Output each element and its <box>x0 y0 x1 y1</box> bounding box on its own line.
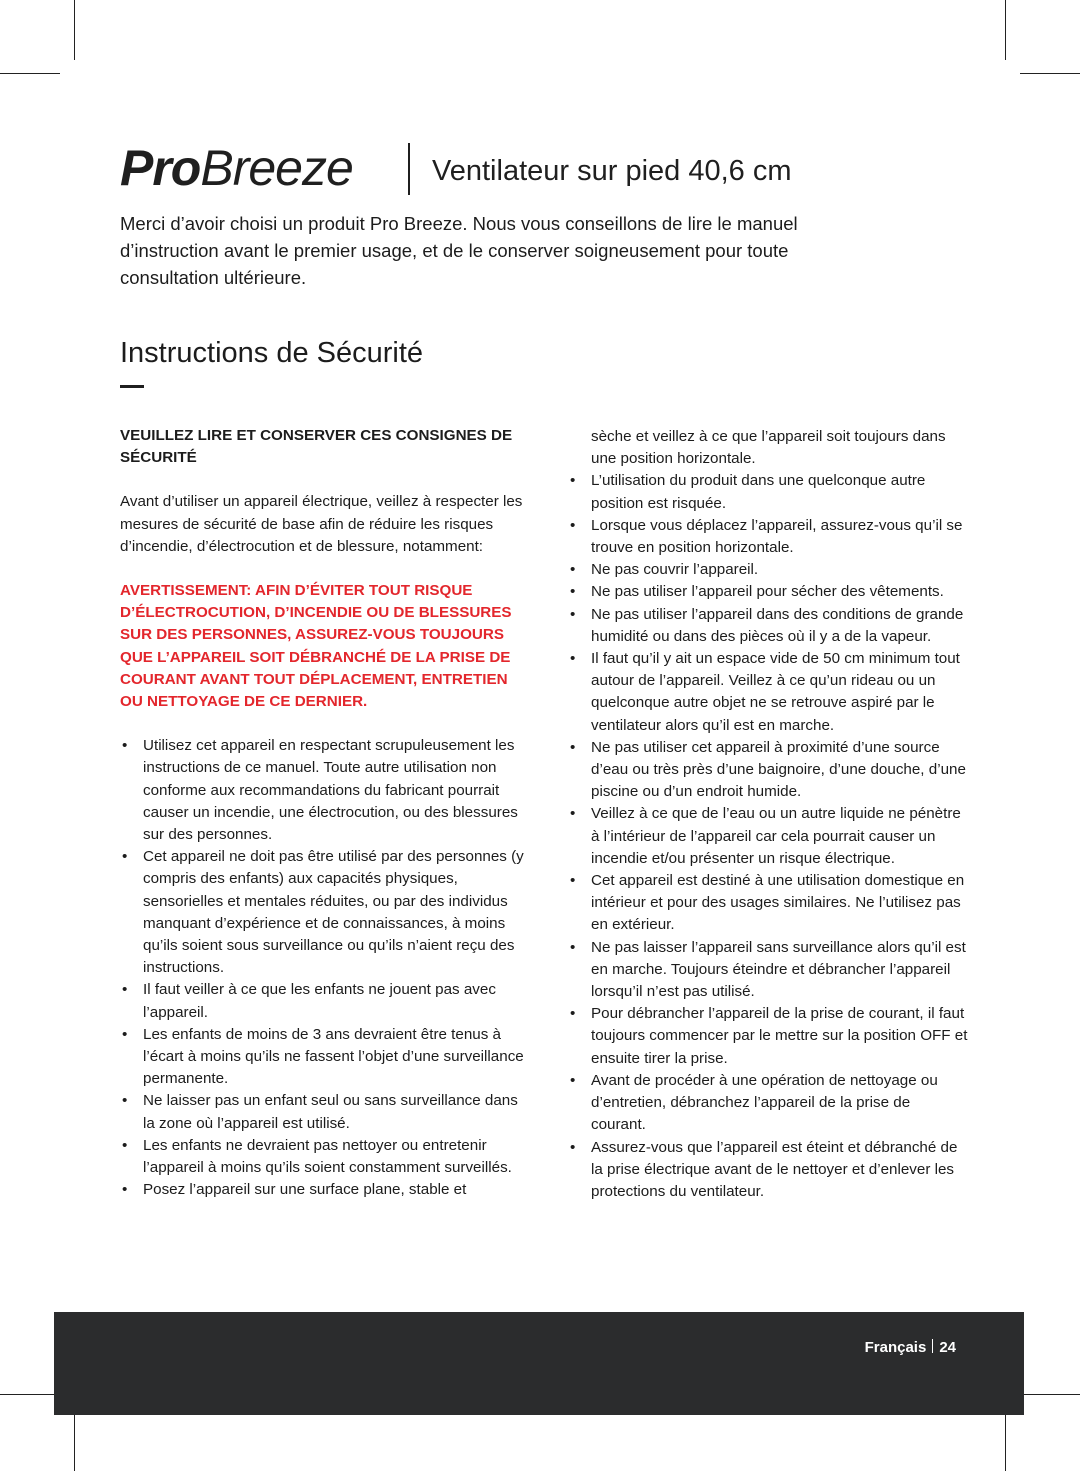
language-label: Français <box>864 1339 927 1356</box>
list-item: • Cet appareil ne doit pas être utilisé par des personnes (y compris des enfants) aux capacités physiques, sensorielles et mentales réduites, ou par des individus manquant d’expérience et de connaissances, à moins qu’ils soient sous surveillance ou qu’ils n’aient reçu des instructions. <box>120 846 525 979</box>
brand-logo: ProBreeze <box>120 140 353 196</box>
list-item: • Ne laisser pas un enfant seul ou sans surveillance dans la zone où l’appareil est utilisé. <box>120 1090 525 1134</box>
list-item: • Ne pas couvrir l’appareil. <box>568 559 968 581</box>
safety-list-right <box>568 470 968 1203</box>
intro-safety-paragraph: Avant d’utiliser un appareil électrique, veillez à respecter les mesures de sécurité de base afin de réduire les risques d’incendie, d’électrocution et de blessure, notamment: <box>120 493 523 555</box>
safety-heading: VEUILLEZ LIRE ET CONSERVER CES CONSIGNES DE SÉCURITÉ <box>120 427 513 467</box>
safety-list-left <box>120 735 525 1201</box>
list-item: • Il faut qu’il y ait un espace vide de 50 cm minimum tout autour de l’appareil. Veillez à ce qu’un rideau ou un quelconque autre objet ne se retrouve aspiré par le ventilateur alors qu’il est en marche. <box>568 648 968 737</box>
crop-mark <box>0 1394 60 1395</box>
page-footer <box>54 1312 1024 1415</box>
product-title: Ventilateur sur pied 40,6 cm <box>432 155 792 187</box>
crop-mark <box>74 0 75 60</box>
crop-mark <box>74 1411 75 1471</box>
right-column <box>568 426 968 1203</box>
crop-mark <box>1005 0 1006 60</box>
list-item: • Utilisez cet appareil en respectant scrupuleusement les instructions de ce manuel. Toute autre utilisation non conforme aux recommandations du fabricant pourrait causer un incendie, une électrocution, ou des blessures sur des personnes. <box>120 735 525 846</box>
crop-mark <box>1020 73 1080 74</box>
list-item: • Les enfants de moins de 3 ans devraient être tenus à l’écart à moins qu’ils ne fassent l’objet d’une surveillance permanente. <box>120 1024 525 1091</box>
crop-mark <box>1005 1411 1006 1471</box>
crop-mark <box>0 73 60 74</box>
section-title: Instructions de Sécurité <box>120 337 424 369</box>
list-item: • Ne pas utiliser l’appareil pour sécher des vêtements. <box>568 581 968 603</box>
header-divider <box>408 143 410 195</box>
list-item: • Cet appareil est destiné à une utilisation domestique en intérieur et pour des usages similaires. Ne l’utilisez pas en extérieur. <box>568 870 968 937</box>
section-rule <box>120 385 144 388</box>
list-item: • Avant de procéder à une opération de nettoyage ou d’entretien, débranchez l’appareil de la prise de courant. <box>568 1070 968 1137</box>
list-item: • Veillez à ce que de l’eau ou un autre liquide ne pénètre à l’intérieur de l’appareil car cela pourrait causer un incendie et/ou présenter un risque électrique. <box>568 803 968 870</box>
list-item: • Posez l’appareil sur une surface plane, stable et <box>120 1179 525 1201</box>
page-label <box>865 1337 956 1359</box>
list-item: • Ne pas laisser l’appareil sans surveillance alors qu’il est en marche. Toujours éteindre et débrancher l’appareil lorsqu’il n’est pas utilisé. <box>568 937 968 1004</box>
list-item: • Il faut veiller à ce que les enfants ne jouent pas avec l’appareil. <box>120 979 525 1023</box>
list-item: • Pour débrancher l’appareil de la prise de courant, il faut toujours commencer par le mettre sur la position OFF et ensuite tirer la prise. <box>568 1003 968 1070</box>
document-header <box>120 138 1020 198</box>
crop-mark <box>1020 1394 1080 1395</box>
list-item: • L’utilisation du produit dans une quelconque autre position est risquée. <box>568 470 968 514</box>
list-item: • Ne pas utiliser l’appareil dans des conditions de grande humidité ou dans des pièces où il y a de la vapeur. <box>568 604 968 648</box>
list-item: • Ne pas utiliser cet appareil à proximité d’une source d’eau ou très près d’une baignoire, d’une douche, d’une piscine ou d’un endroit humide. <box>568 737 968 804</box>
list-item: • Les enfants ne devraient pas nettoyer ou entretenir l’appareil à moins qu’ils soient constamment surveillés. <box>120 1135 525 1179</box>
list-item-continuation: sèche et veillez à ce que l’appareil soit toujours dans une position horizontale. <box>591 428 946 468</box>
list-item: • Assurez-vous que l’appareil est éteint et débranché de la prise électrique avant de le nettoyer et d’enlever les protections du ventilateur. <box>568 1137 968 1204</box>
list-item: • Lorsque vous déplacez l’appareil, assurez-vous qu’il se trouve en position horizontale. <box>568 515 968 559</box>
warning-text: AVERTISSEMENT: AFIN D’ÉVITER TOUT RISQUE D’ÉLECTROCUTION, D’INCENDIE OU DE BLESSURES SUR DES PERSONNES, ASSUREZ-VOUS TOUJOURS QUE L’APPAREIL SOIT DÉBRANCHÉ DE LA PRISE DE COURANT AVANT TOUT DÉPLACEMENT, ENTRETIEN OU NETTOYAGE DE CE DERNIER. <box>120 582 512 711</box>
page-number: 24 <box>939 1339 956 1356</box>
left-column <box>120 425 525 1202</box>
intro-paragraph: Merci d’avoir choisi un produit Pro Breeze. Nous vous conseillons de lire le manuel d’instruction avant le premier usage, et de le conserver soigneusement pour toute consultation ultérieure. <box>120 213 798 288</box>
footer-divider <box>932 1339 933 1353</box>
